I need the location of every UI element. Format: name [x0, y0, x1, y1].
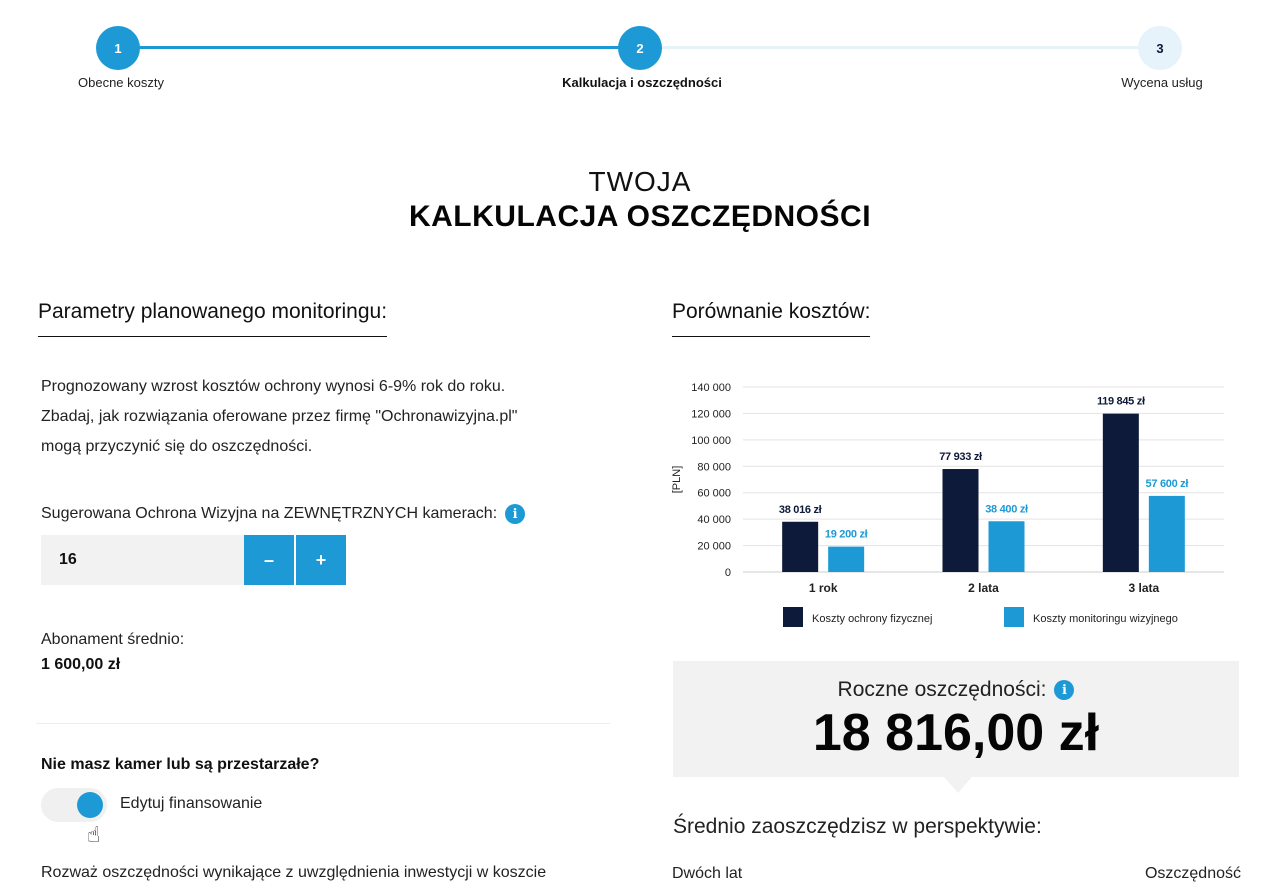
y-tick-label: 100 000 [691, 434, 731, 447]
bar-data-label: 119 845 zł [1096, 395, 1145, 408]
bar-data-label: 77 933 zł [939, 451, 982, 464]
y-tick-label: 40 000 [697, 514, 731, 527]
cameras-label: Sugerowana Ochrona Wizyjna na ZEWNĘTRZNYCH kamerach: [41, 505, 498, 522]
cameras-quantity-input[interactable] [41, 535, 244, 585]
legend-swatch [1004, 607, 1024, 627]
intro-line-1: Prognozowany wzrost kosztów ochrony wynosi 6-9% rok do roku. [41, 378, 506, 395]
bar-physical-1 [943, 469, 979, 572]
info-icon[interactable]: i [505, 504, 525, 524]
toggle-knob [77, 792, 103, 818]
progress-stepper [0, 0, 1280, 110]
page-title-top: TWOJA [588, 166, 692, 197]
bar-data-label: 38 016 zł [778, 503, 822, 516]
bar-data-label: 19 200 zł [824, 528, 868, 541]
x-tick-label: 1 rok [808, 581, 838, 595]
step-3-label: Wycena usług [1121, 75, 1203, 90]
step-1-label: Obecne koszty [78, 75, 164, 90]
financing-toggle[interactable] [41, 788, 107, 822]
annual-savings-value: 18 816,00 zł [812, 704, 1100, 762]
y-axis-label: [PLN] [671, 465, 683, 494]
hand-cursor-icon: ☝ [87, 822, 101, 847]
x-tick-label: 2 lata [968, 581, 999, 595]
step-1-circle[interactable]: 1 [96, 26, 140, 70]
info-icon[interactable]: i [1054, 680, 1074, 700]
step-2-label: Kalkulacja i oszczędności [562, 75, 722, 90]
bar-data-label: 57 600 zł [1145, 477, 1189, 490]
bar-physical-2 [1103, 414, 1139, 572]
intro-line-2: Zbadaj, jak rozwiązania oferowane przez firmę "Ochronawizyjna.pl" [41, 408, 518, 425]
step-line-completed [118, 46, 640, 49]
increment-button[interactable]: + [296, 535, 346, 585]
y-tick-label: 120 000 [691, 408, 731, 421]
legend-swatch [783, 607, 803, 627]
decrement-button[interactable]: – [244, 535, 294, 585]
savings-column-header: Oszczędność [1144, 865, 1241, 882]
cameras-label-row [41, 504, 525, 524]
bar-video-0 [828, 547, 864, 572]
investment-note: Rozważ oszczędności wynikające z uwzględnienia inwestycji w koszcie [41, 864, 547, 881]
cost-comparison-chart [668, 375, 1238, 640]
annual-savings-label: Roczne oszczędności: [837, 678, 1047, 701]
section-divider [36, 723, 610, 724]
perspective-heading: Średnio zaoszczędzisz w perspektywie: [673, 815, 1042, 838]
y-tick-label: 80 000 [697, 461, 731, 474]
y-tick-label: 140 000 [691, 382, 731, 394]
page-title-main: KALKULACJA OSZCZĘDNOŚCI [408, 200, 872, 233]
legend-label: Koszty monitoringu wizyjnego [1033, 613, 1178, 625]
chart-svg [668, 375, 1238, 640]
intro-line-3: mogą przyczynić się do oszczędności. [41, 438, 313, 455]
x-tick-label: 3 lata [1128, 581, 1160, 595]
bar-video-2 [1149, 496, 1185, 572]
intro-paragraph [41, 372, 601, 462]
subscription-label: Abonament średnio: [41, 631, 185, 648]
bar-physical-0 [782, 522, 818, 572]
y-tick-label: 20 000 [697, 540, 731, 553]
y-tick-label: 60 000 [697, 487, 731, 500]
legend-label: Koszty ochrony fizycznej [812, 613, 933, 625]
savings-box-pointer [944, 777, 972, 793]
period-column-header: Dwóch lat [672, 865, 743, 882]
y-tick-label: 0 [724, 567, 731, 579]
subscription-value: 1 600,00 zł [41, 656, 121, 673]
monitoring-params-heading: Parametry planowanego monitoringu: [38, 300, 387, 337]
bar-data-label: 38 400 zł [985, 503, 1028, 516]
bar-video-1 [989, 521, 1025, 572]
financing-toggle-label: Edytuj finansowanie [120, 795, 263, 812]
annual-savings-label-row [673, 678, 1239, 702]
cost-comparison-heading: Porównanie kosztów: [672, 300, 870, 337]
no-cameras-question: Nie masz kamer lub są przestarzałe? [41, 756, 320, 773]
step-3-circle[interactable]: 3 [1138, 26, 1182, 70]
step-2-circle[interactable]: 2 [618, 26, 662, 70]
step-line-pending [640, 46, 1160, 49]
